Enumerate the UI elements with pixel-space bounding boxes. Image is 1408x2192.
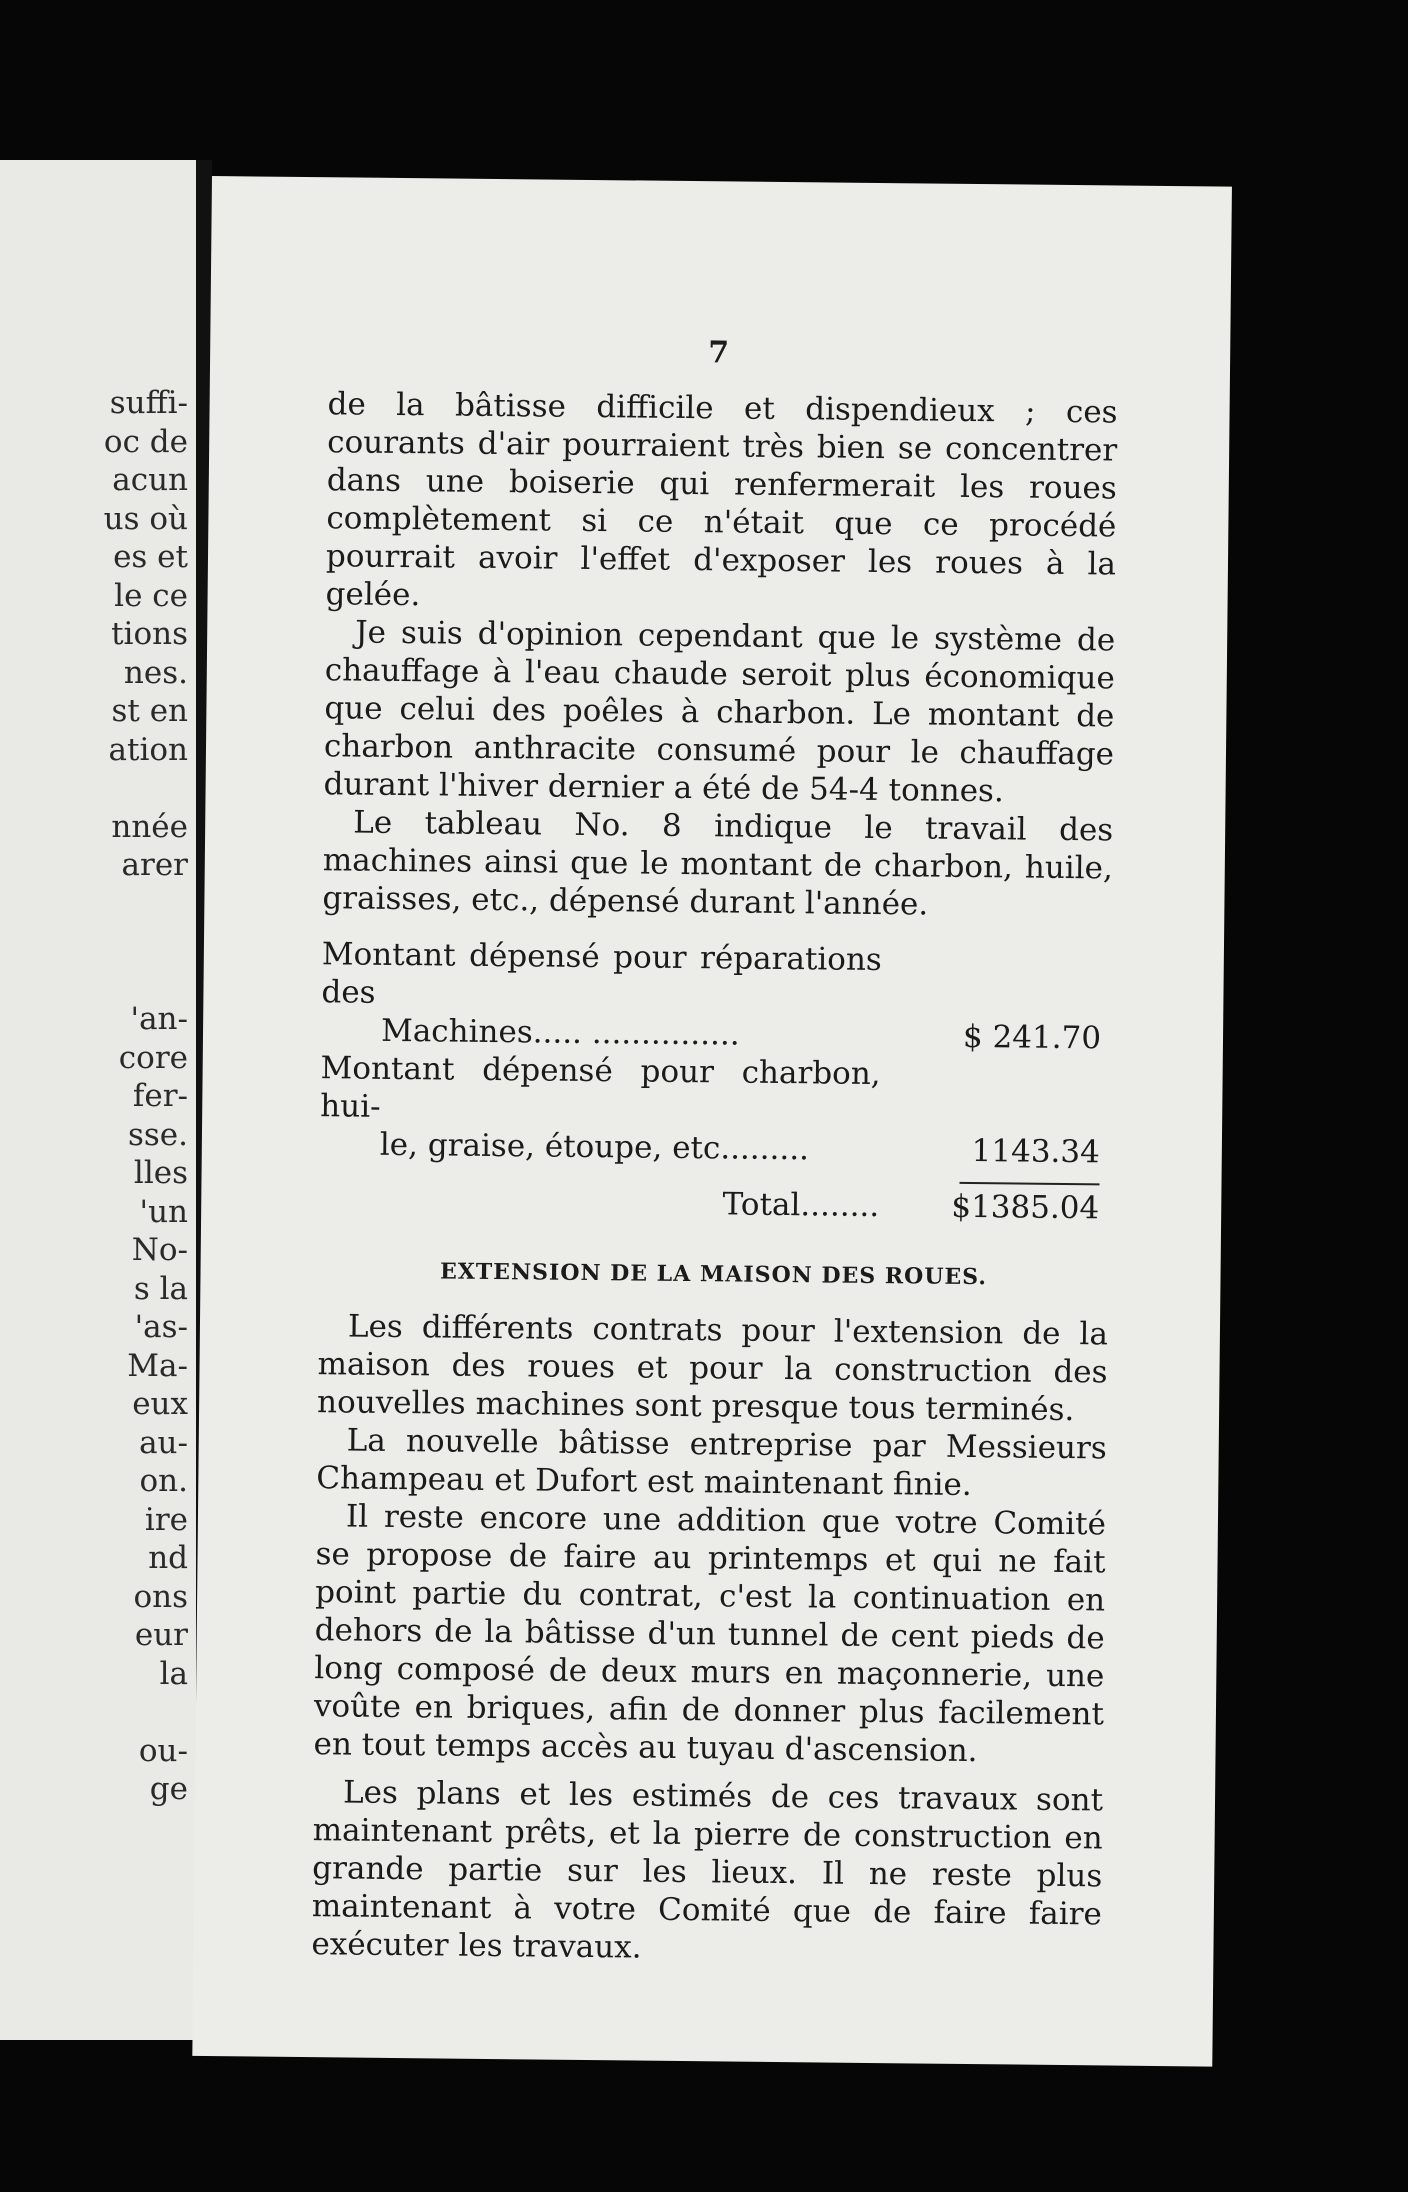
left-page-line: acun — [112, 462, 188, 498]
section-paragraph: La nouvelle bâtisse entreprise par Messieurs Champeau et Dufort est maintenant finie. — [316, 1422, 1107, 1504]
expense-label: Montant dépensé pour réparations des Machines..... ............... — [321, 936, 883, 1053]
paragraph-heating-opinion: Je suis d'opinion cependant que le système de chauffage à l'eau chaude seroit plus économique que celui des poêles à charbon. Le montant de charbon anthracite consumé pour le chauffage durant l'hiver dernier a été de 54-4 tonnes. — [323, 614, 1116, 810]
section-heading: EXTENSION DE LA MAISON DES ROUES. — [439, 1258, 988, 1291]
left-page-line: sse. — [127, 1116, 188, 1153]
paragraph-continuation: de la bâtisse difficile et dispendieux ; ces courants d'air pourraient très bien se concentrer dans une boiserie qui renfermerait les roues complètement si ce n'était que ce procédé pourrait avoir l'effet d'exposer les roues à la gelée. — [325, 386, 1118, 614]
expense-row-fuel — [320, 1049, 1111, 1171]
left-page-line: ation — [108, 731, 188, 768]
left-page-line: ire — [144, 1501, 188, 1538]
left-page-line: nes. — [123, 654, 188, 691]
left-page-line: tions — [111, 616, 188, 652]
left-page-line: ons — [133, 1578, 188, 1615]
main-page — [192, 176, 1232, 2067]
section-body — [311, 1307, 1108, 1971]
left-page-line: au- — [139, 1424, 188, 1461]
left-page-line: lles — [133, 1155, 188, 1191]
left-page-line: oc de — [103, 423, 188, 460]
left-page-line: suffi- — [109, 385, 188, 421]
left-page-line: core — [118, 1039, 188, 1076]
total-rule — [959, 1182, 1099, 1185]
left-page-line: nnée — [111, 808, 188, 845]
section-paragraph: Les plans et les estimés de ces travaux sont maintenant prêts, et la pierre de construction en grande partie sur les lieux. Il ne reste plus maintenant à votre Comité que de faire faire exécuter les travaux. — [311, 1774, 1104, 1966]
total-label: Total........ — [722, 1186, 880, 1225]
left-page-line: es et — [113, 539, 188, 575]
section-paragraph: Il reste encore une addition que votre Comité se propose de faire au printemps et qui ne fait point partie du contrat, c'est la continuation en dehors de la bâtisse d'un tunnel de cent pieds de long composé de deux murs en maçonnerie, une voûte en briques, afin de donner plus facilement en tout temps accès au tuyau d'ascension. — [313, 1498, 1107, 1770]
paragraph-table-reference: Le tableau No. 8 indique le travail des machines ainsi que le montant de charbon, huile, graisses, etc., dépensé durant l'année. — [322, 804, 1114, 923]
total-amount: $1385.04 — [951, 1188, 1100, 1227]
left-page-line: No- — [131, 1232, 188, 1268]
page-number: 7 — [707, 335, 730, 371]
expense-amount: $ 241.70 — [962, 1018, 1102, 1057]
left-page-line: arer — [121, 847, 188, 883]
left-page-line: eux — [132, 1386, 188, 1422]
left-page-line: fer- — [132, 1078, 188, 1114]
expense-amount: 1143.34 — [971, 1133, 1101, 1171]
left-page-line: 'un — [139, 1193, 188, 1230]
left-page-line: on. — [139, 1463, 188, 1499]
left-page-line: ou- — [138, 1732, 188, 1769]
left-page-line: eur — [134, 1617, 188, 1653]
left-page-line: Ma- — [127, 1347, 188, 1384]
left-page-line: s la — [133, 1270, 188, 1307]
left-page-line: 'as- — [134, 1309, 188, 1345]
left-page-line: us où — [103, 500, 188, 537]
page-body — [311, 385, 1117, 1971]
expense-table — [319, 935, 1112, 1227]
expense-total-row — [319, 1181, 1109, 1227]
left-page-line: la — [159, 1655, 188, 1692]
section-paragraph: Les différents contrats pour l'extension de la maison des roues et pour la construction des nouvelles machines sont presque tous terminés. — [316, 1308, 1109, 1429]
expense-label: Montant dépensé pour charbon, hui- le, graise, étoupe, etc......... — [320, 1050, 881, 1168]
left-page-line: 'an- — [130, 1001, 188, 1037]
left-page-line: ge — [149, 1771, 188, 1807]
left-page-line: le ce — [114, 577, 188, 614]
expense-row-repairs — [321, 935, 1112, 1057]
left-facing-page — [0, 160, 196, 2040]
left-page-line: nd — [148, 1540, 188, 1576]
left-page-line: st en — [111, 693, 188, 729]
